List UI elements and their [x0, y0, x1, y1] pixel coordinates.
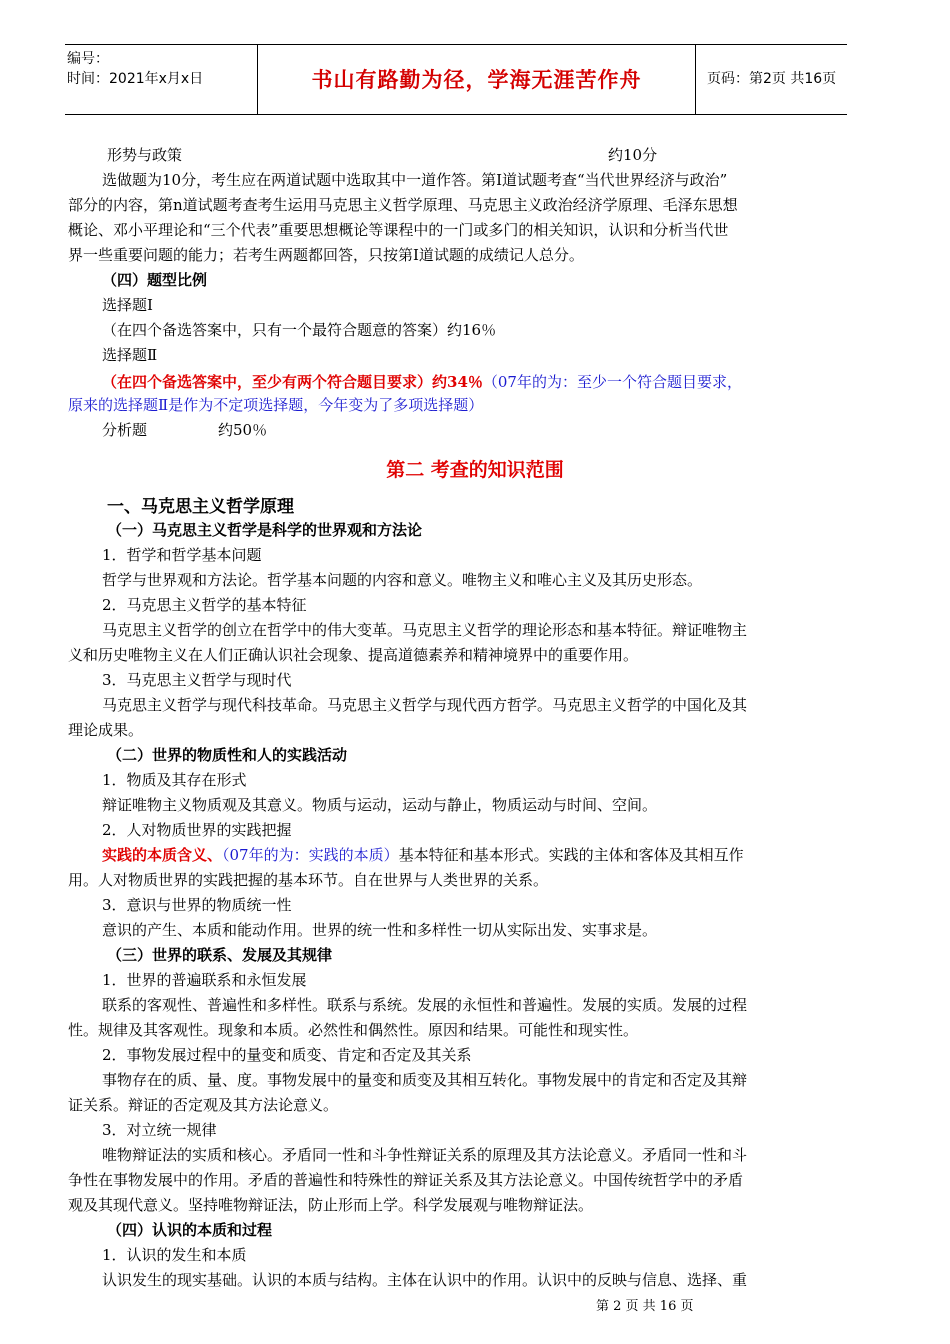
header-meta	[65, 45, 257, 114]
text-line: 1．物质及其存在形式	[102, 771, 247, 789]
text-line: 界一些重要问题的能力；若考生两题都回答，只按第I道试题的成绩记人总分。	[68, 246, 584, 264]
multi-choice-note	[102, 370, 862, 395]
text-line: 选择题I	[102, 296, 153, 314]
practice-annotation: （07年的为：实践的本质）	[222, 846, 399, 864]
page-footer: 第 2 页 共 16 页	[596, 1299, 694, 1314]
text-line: 性。规律及其客观性。现象和本质。必然性和偶然性。原因和结果。可能性和现实性。	[68, 1021, 639, 1039]
text-line: 选做题为10分，考生应在两道试题中选取其中一道作答。第I道试题考查“当代世界经济与政治”	[102, 171, 728, 189]
text-line: 证关系。辩证的否定观及其方法论意义。	[68, 1096, 339, 1114]
text-line: 2．马克思主义哲学的基本特征	[102, 596, 307, 614]
multi-choice-annotation-cont: 原来的选择题Ⅱ是作为不定项选择题，今年变为了多项选择题）	[68, 396, 484, 414]
header-page-info: 页码：第2页 共16页	[707, 71, 837, 87]
text-line: 分析题	[102, 421, 148, 439]
text-line: （四）认识的本质和过程	[107, 1221, 273, 1239]
text-line: 辩证唯物主义物质观及其意义。物质与运动，运动与静止，物质运动与时间、空间。	[102, 796, 658, 814]
practice-line	[102, 845, 950, 865]
text-line: 3．对立统一规律	[102, 1121, 217, 1139]
text-line: 形势与政策	[107, 146, 183, 164]
header-motto: 书山有路勤为径，学海无涯苦作舟	[257, 45, 696, 114]
text-line: 1．世界的普遍联系和永恒发展	[102, 971, 307, 989]
multi-choice-annotation: （07年的为：至少一个符合题目要求，	[482, 373, 742, 391]
text-line: 联系的客观性、普遍性和多样性。联系与系统。发展的永恒性和普遍性。发展的实质。发展的过程	[102, 996, 748, 1014]
text-line: 认识发生的现实基础。认识的本质与结构。主体在认识中的作用。认识中的反映与信息、选择、重	[102, 1271, 748, 1289]
text-line: 马克思主义哲学与现代科技革命。马克思主义哲学与现代西方哲学。马克思主义哲学的中国化及其	[102, 696, 748, 714]
text-line: 理论成果。	[68, 721, 144, 739]
text-line: 2．事物发展过程中的量变和质变、肯定和否定及其关系	[102, 1046, 472, 1064]
text-line: 争性在事物发展中的作用。矛盾的普遍性和特殊性的辩证关系及其方法论意义。中国传统哲学中的矛盾	[68, 1171, 744, 1189]
document-time: 时间：2021年x月x日	[67, 71, 204, 87]
text-line: （在四个备选答案中，只有一个最符合题意的答案）约16％	[102, 321, 497, 339]
text-line: 马克思主义哲学的创立在哲学中的伟大变革。马克思主义哲学的理论形态和基本特征。辩证唯物主	[102, 621, 748, 639]
text-line: 事物存在的质、量、度。事物发展中的量变和质变及其相互转化。事物发展中的肯定和否定及其辩	[102, 1071, 748, 1089]
practice-highlight: 实践的本质含义、	[102, 846, 223, 864]
text-line: 1．哲学和哲学基本问题	[102, 546, 262, 564]
text-line: 选择题Ⅱ	[102, 346, 158, 364]
text-line: 3．意识与世界的物质统一性	[102, 896, 292, 914]
multi-choice-desc: （在四个备选答案中，至少有两个符合题目要求）约34％	[102, 373, 483, 391]
text-line: （一）马克思主义哲学是科学的世界观和方法论	[107, 521, 423, 539]
text-line: （三）世界的联系、发展及其规律	[107, 946, 333, 964]
text-line: 观及其现代意义。坚持唯物辩证法，防止形而上学。科学发展观与唯物辩证法。	[68, 1196, 594, 1214]
practice-rest: 基本特征和基本形式。实践的主体和客体及其相互作	[398, 846, 744, 864]
text-line: 3．马克思主义哲学与现时代	[102, 671, 292, 689]
text-line: 概论、邓小平理论和“三个代表”重要思想概论等课程中的一门或多门的相关知识，认识和分析当代世	[68, 221, 729, 239]
text-line: 哲学与世界观和方法论。哲学基本问题的内容和意义。唯物主义和唯心主义及其历史形态。	[102, 571, 703, 589]
text-line: 唯物辩证法的实质和核心。矛盾同一性和斗争性辩证关系的原理及其方法论意义。矛盾同一性和斗	[102, 1146, 748, 1164]
text-line: 用。人对物质世界的实践把握的基本环节。自在世界与人类世界的关系。	[68, 871, 549, 889]
text-line: 约50％	[218, 421, 268, 439]
section-title: 一、马克思主义哲学原理	[107, 497, 294, 517]
text-line: 1．认识的发生和本质	[102, 1246, 247, 1264]
text-line: 2．人对物质世界的实践把握	[102, 821, 292, 839]
document-number: 编号：	[67, 51, 109, 67]
page-header	[65, 44, 847, 115]
text-line: （二）世界的物质性和人的实践活动	[107, 746, 348, 764]
text-line: 约10分	[608, 146, 658, 164]
text-line: 部分的内容，第n道试题考查考生运用马克思主义哲学原理、马克思主义政治经济学原理、毛泽东思想	[68, 196, 738, 214]
multi-choice-note-cont	[68, 395, 950, 415]
chapter-title: 第二 考查的知识范围	[386, 459, 564, 481]
text-line: （四）题型比例	[102, 271, 208, 289]
text-line: 意识的产生、本质和能动作用。世界的统一性和多样性一切从实际出发、实事求是。	[102, 921, 658, 939]
text-line: 义和历史唯物主义在人们正确认识社会现象、提高道德素养和精神境界中的重要作用。	[68, 646, 639, 664]
